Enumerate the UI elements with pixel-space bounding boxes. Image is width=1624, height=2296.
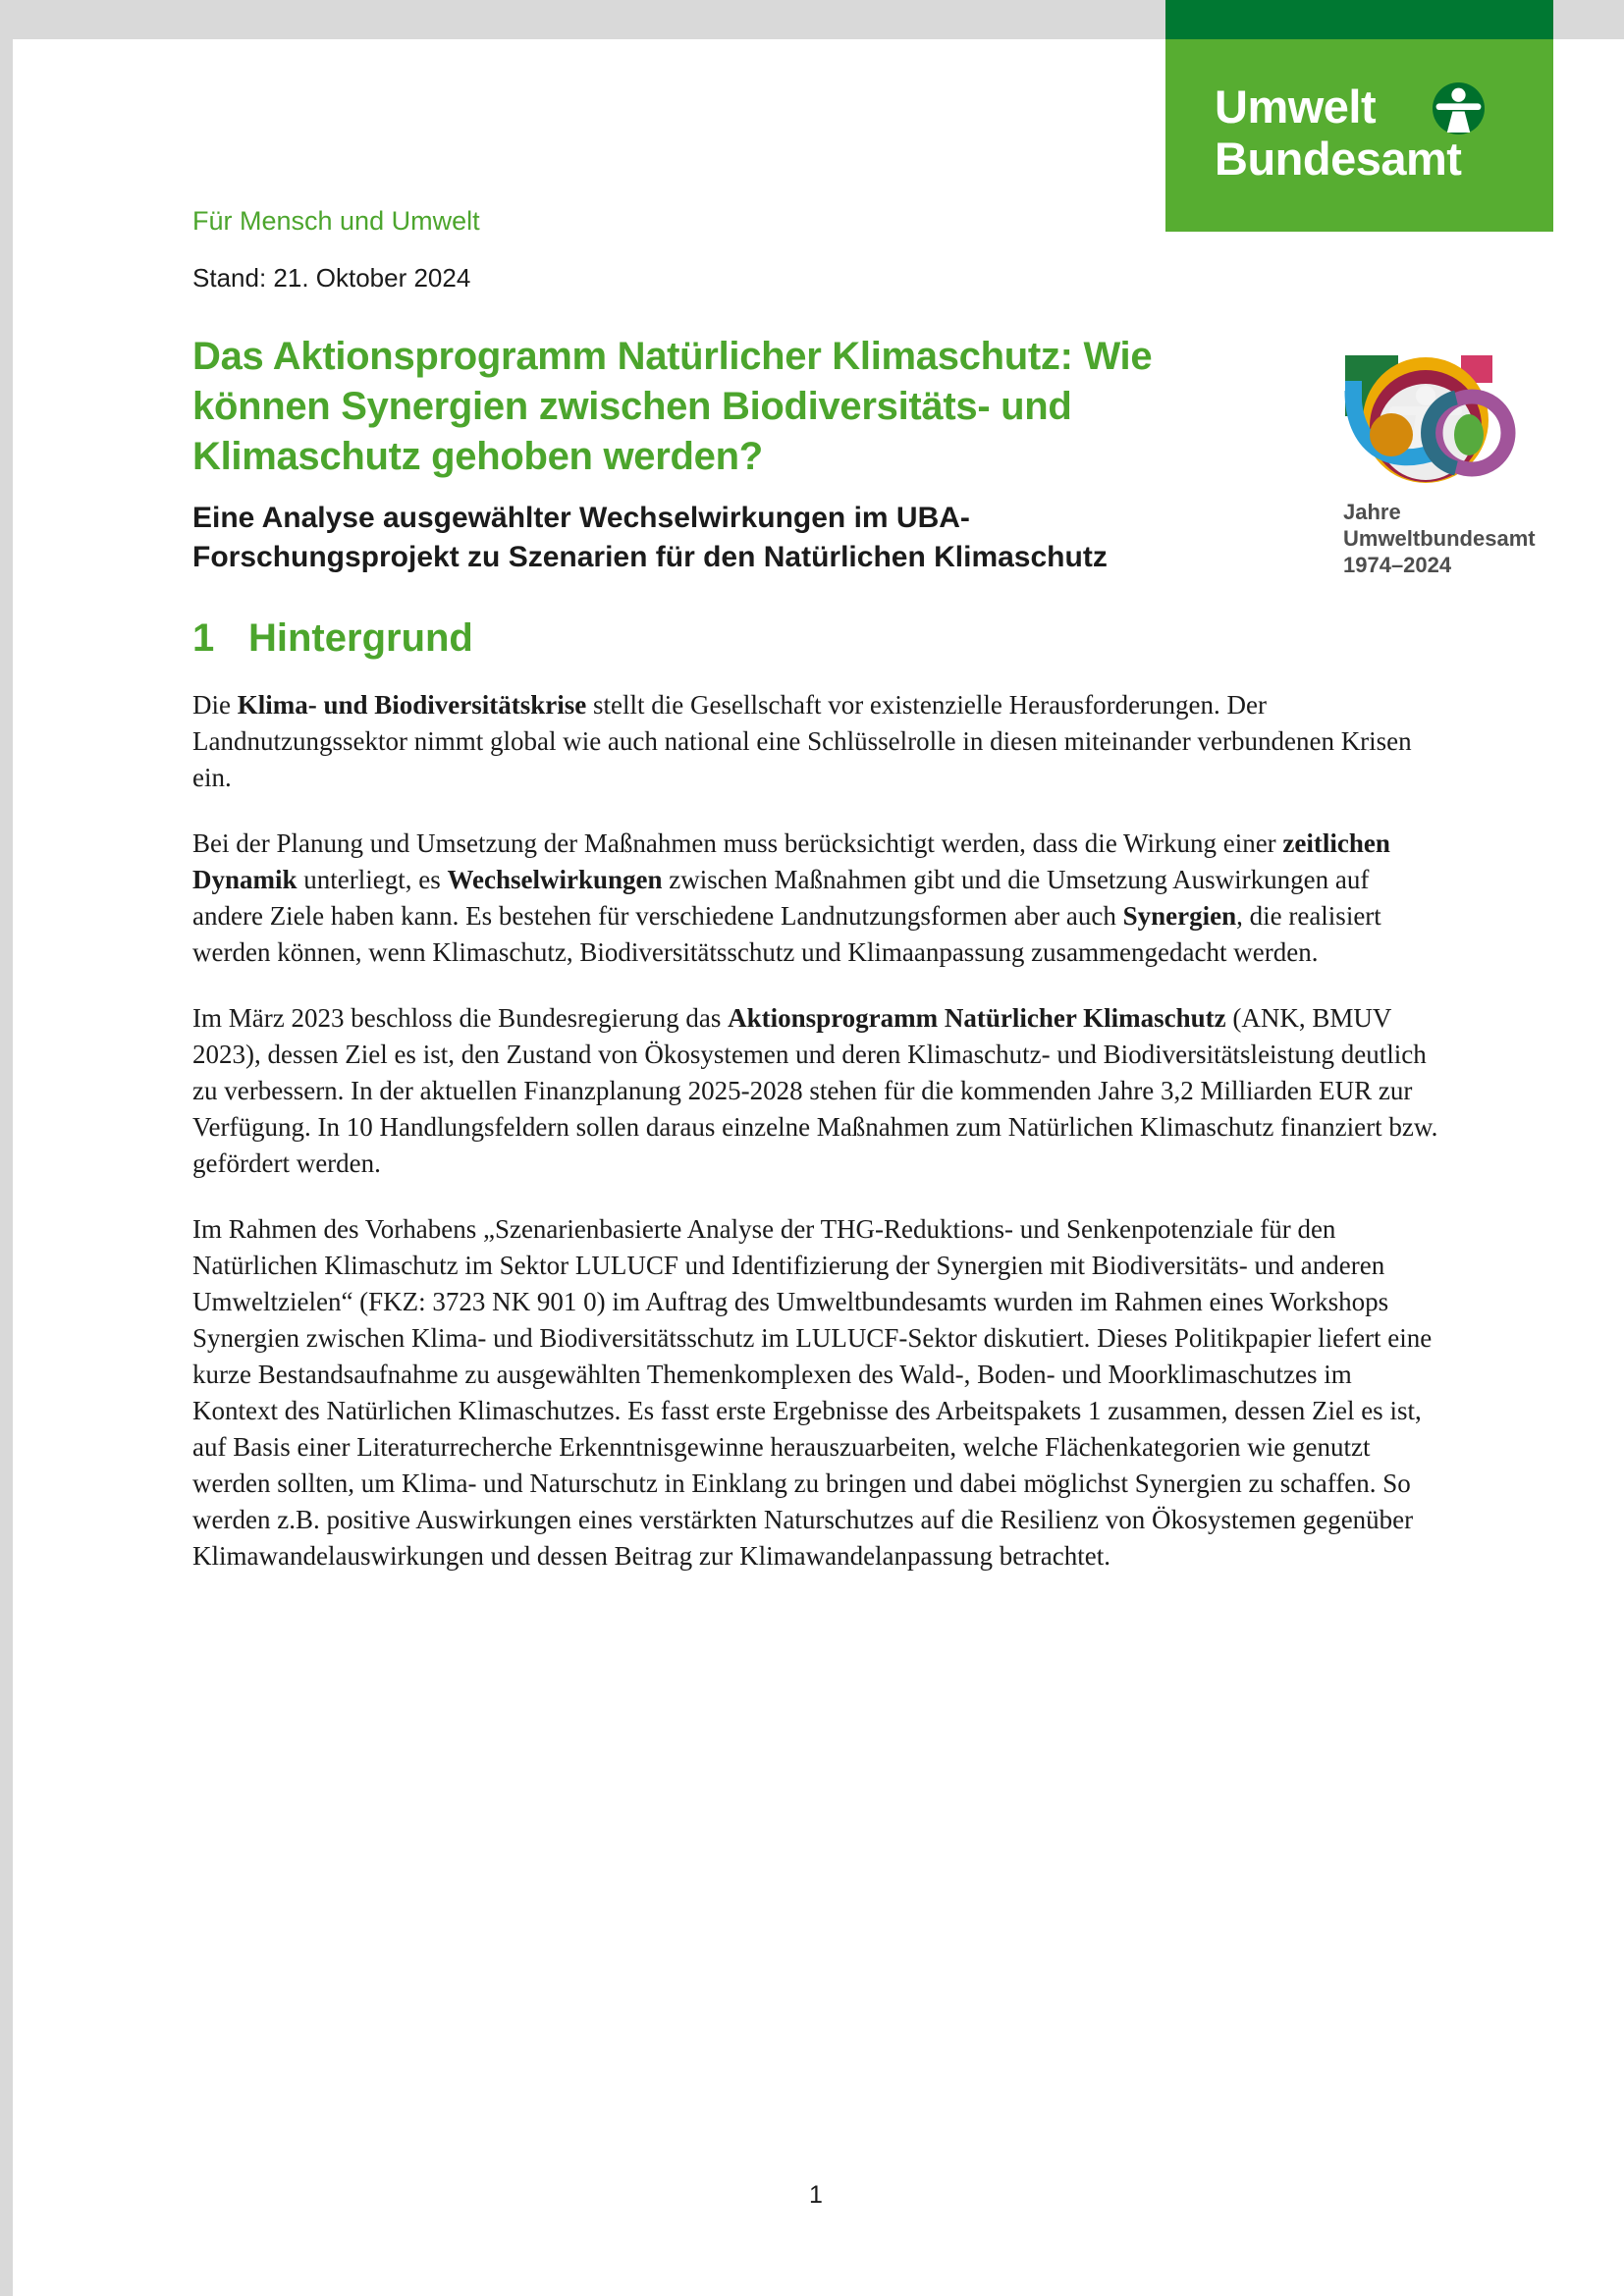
section-heading bbox=[192, 616, 473, 661]
document-subtitle bbox=[192, 499, 1282, 577]
body-paragraph: Im März 2023 beschloss die Bundesregierung das Aktionsprogramm Natürlicher Klimaschutz (ANK, BMUV 2023), dessen Ziel es ist, den Zustand von Ökosystemen und deren Klimaschutz- und Biodiversitätsleistung deutlich zu verbessern. In der aktuellen Finanzplanung 2025-2028 stehen für die kommenden Jahre 3,2 Milliarden EUR zur Verfügung. In 10 Handlungsfeldern sollen daraus einzelne Maßnahmen zum Natürlichen Klimaschutz finanziert bzw. gefördert werden. bbox=[192, 1003, 1438, 1178]
subtitle-line: Forschungsprojekt zu Szenarien für den Natürlichen Klimaschutz bbox=[192, 541, 1108, 573]
subtitle-line: Eine Analyse ausgewählter Wechselwirkungen im UBA- bbox=[192, 502, 970, 534]
anniversary-text bbox=[1343, 499, 1549, 578]
title-line: Klimaschutz gehoben werden? bbox=[192, 435, 763, 478]
anniversary-line: Umweltbundesamt bbox=[1343, 526, 1536, 551]
body-paragraph: Die Klima- und Biodiversitätskrise stellt die Gesellschaft vor existenzielle Herausforderungen. Der Landnutzungssektor nimmt global wie auch national eine Schlüsselrolle in diesen miteinander verbundenen Krisen ein. bbox=[192, 690, 1412, 792]
body-paragraph: Im Rahmen des Vorhabens „Szenarienbasierte Analyse der THG-Reduktions- und Senkenpotenziale für den Natürlichen Klimaschutz im Sektor LULUCF und Identifizierung der Synergien mit Biodiversitäts- und anderen Umweltzielen“ (FKZ: 3723 NK 901 0) im Auftrag des Umweltbundesamts wurden im Rahmen eines Workshops Synergien zwischen Klima- und Biodiversitätsschutz im LULUCF-Sektor diskutiert. Dieses Politikpapier liefert eine kurze Bestandsaufnahme zu ausgewählten Themenkomplexen des Wald-, Boden- und Moorklimaschutzes im Kontext des Natürlichen Klimaschutzes. Es fasst erste Ergebnisse des Arbeitspakets 1 zusammen, dessen Ziel es ist, auf Basis einer Literaturrecherche Erkenntnisgewinne herauszuarbeiten, welche Flächenkategorien wie genutzt werden sollten, um Klima- und Naturschutz in Einklang zu bringen und dabei möglichst Synergien zu schaffen. So werden z.B. positive Auswirkungen eines verstärkten Naturschutzes auf die Resilienz von Ökosystemen gegenüber Klimawandelauswirkungen und dessen Beitrag zur Klimawandelanpassung betrachtet. bbox=[192, 1214, 1433, 1571]
title-line: Das Aktionsprogramm Natürlicher Klimaschutz: Wie bbox=[192, 335, 1153, 378]
anniversary-logo bbox=[1343, 342, 1549, 578]
tagline: Für Mensch und Umwelt bbox=[192, 206, 480, 236]
anniversary-50-icon bbox=[1343, 342, 1540, 489]
section-number: 1 bbox=[192, 616, 215, 660]
uba-person-icon bbox=[1433, 82, 1485, 134]
date-line: Stand: 21. Oktober 2024 bbox=[192, 263, 471, 293]
anniversary-line: Jahre bbox=[1343, 500, 1401, 524]
uba-logo bbox=[1165, 0, 1553, 232]
page-number: 1 bbox=[809, 2181, 823, 2209]
body-paragraph: Bei der Planung und Umsetzung der Maßnahmen muss berücksichtigt werden, dass die Wirkung einer zeitlichen Dynamik unterliegt, es Wechselwirkungen zwischen Maßnahmen gibt und die Umsetzung Auswirkungen auf andere Ziele haben kann. Es bestehen für verschiedene Landnutzungsformen aber auch Synergien, die realisiert werden können, wenn Klimaschutz, Biodiversitätsschutz und Klimaanpassung zusammengedacht werden. bbox=[192, 828, 1390, 967]
anniversary-line: 1974–2024 bbox=[1343, 553, 1452, 577]
section-label: Hintergrund bbox=[248, 616, 473, 660]
uba-logo-wordmark bbox=[1215, 80, 1461, 185]
title-line: können Synergien zwischen Biodiversitäts- und bbox=[192, 385, 1072, 428]
body-text bbox=[192, 687, 1439, 1604]
uba-logo-line1: Umwelt bbox=[1215, 80, 1377, 133]
uba-logo-dark-strip bbox=[1165, 0, 1553, 39]
document-title bbox=[192, 332, 1282, 482]
uba-logo-line2: Bundesamt bbox=[1215, 133, 1462, 185]
